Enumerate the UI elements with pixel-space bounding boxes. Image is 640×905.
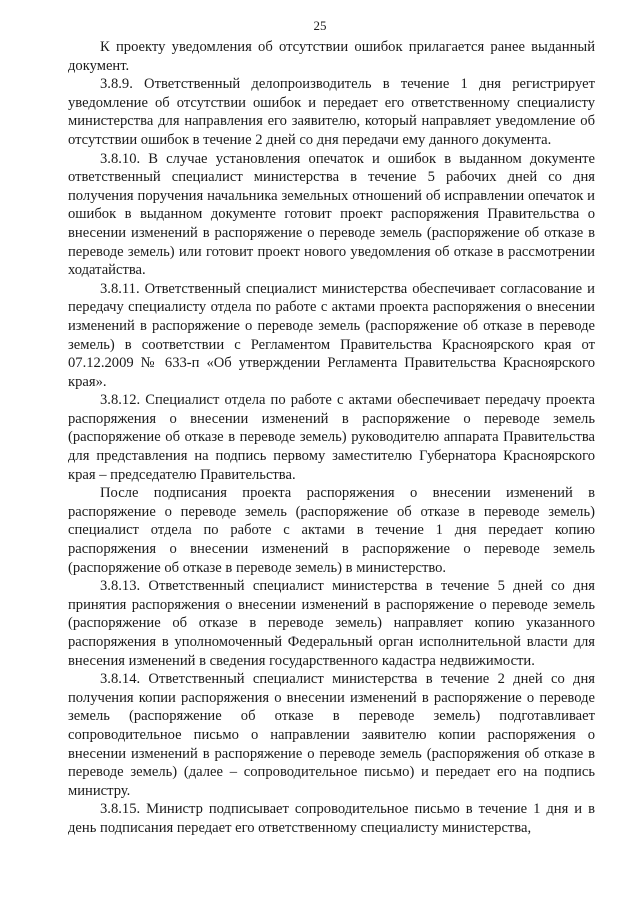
paragraph-3-8-10: 3.8.10. В случае установления опечаток и ошибок в выданном документе ответственный специалист министерства в течение 5 рабочих дней со дня получения поручения начальника земельных отношений об исправлении опечаток и ошибок в выданном документе готовит проект распоряжения Правительства о внесении изменений в распоряжение о переводе земель (распоряжение об отказе в переводе земель) или готовит проект нового уведомления об отказе в рассмотрении ходатайства. — [68, 150, 595, 279]
paragraph-3-8-13: 3.8.13. Ответственный специалист министерства в течение 5 дней со дня принятия распоряжения о внесении изменений в распоряжение о переводе земель (распоряжение об отказе в переводе земель) направляет копию указанного распоряжения в уполномоченный Федеральный орган исполнительной власти для внесения изменений в сведения государственного кадастра недвижимости. — [68, 578, 595, 669]
document-body — [68, 38, 595, 838]
paragraph-after-signing: После подписания проекта распоряжения о внесении изменений в распоряжение о переводе земель (распоряжение об отказе в переводе земель) специалист отдела по работе с актами в течение 1 дня передает копию распоряжения о внесении изменений в распоряжение о переводе земель (распоряжение об отказе в переводе земель) в министерство. — [68, 485, 595, 576]
page-number: 25 — [313, 18, 327, 33]
paragraph-3-8-14: 3.8.14. Ответственный специалист министерства в течение 2 дней со дня получения копии распоряжения о внесении изменений в распоряжение о переводе земель (распоряжение об отказе в переводе земель) подготавливает сопроводительное письмо о направлении заявителю копии распоряжения о внесении изменений в распоряжение о переводе земель (распоряжения об отказе в переводе земель) (далее – сопроводительное письмо) и передает его на подпись министру. — [68, 671, 595, 799]
paragraph-3-8-9: 3.8.9. Ответственный делопроизводитель в течение 1 дня регистрирует уведомление об отсутствии ошибок и передает его ответственному специалисту министерства для направления его заявителю, который направляет уведомление об отсутствии ошибок в течение 2 дней со дня передачи ему данного документа. — [68, 76, 595, 148]
paragraph-3-8-11: 3.8.11. Ответственный специалист министерства обеспечивает согласование и передачу специалисту отдела по работе с актами проекта распоряжения о внесении изменений в распоряжение о переводе земель (распоряжение об отказе в переводе земель) в соответствии с Регламентом Правительства Красноярского края от 07.12.2009 № 633-п «Об утверждении Регламента Правительства Красноярского края». — [68, 280, 595, 390]
paragraph-3-8-12: 3.8.12. Специалист отдела по работе с актами обеспечивает передачу проекта распоряжения о внесении изменений в распоряжение о переводе земель (распоряжение об отказе в переводе земель) руководителю аппарата Правительства для представления на подпись первому заместителю Губернатора Красноярского края – председателю Правительства. — [68, 392, 595, 483]
paragraph-3-8-15: 3.8.15. Министр подписывает сопроводительное письмо в течение 1 дня и в день подписания передает его ответственному специалисту министерства, — [68, 801, 595, 836]
paragraph-attachment-note: К проекту уведомления об отсутствии ошибок прилагается ранее выданный документ. — [68, 39, 595, 74]
